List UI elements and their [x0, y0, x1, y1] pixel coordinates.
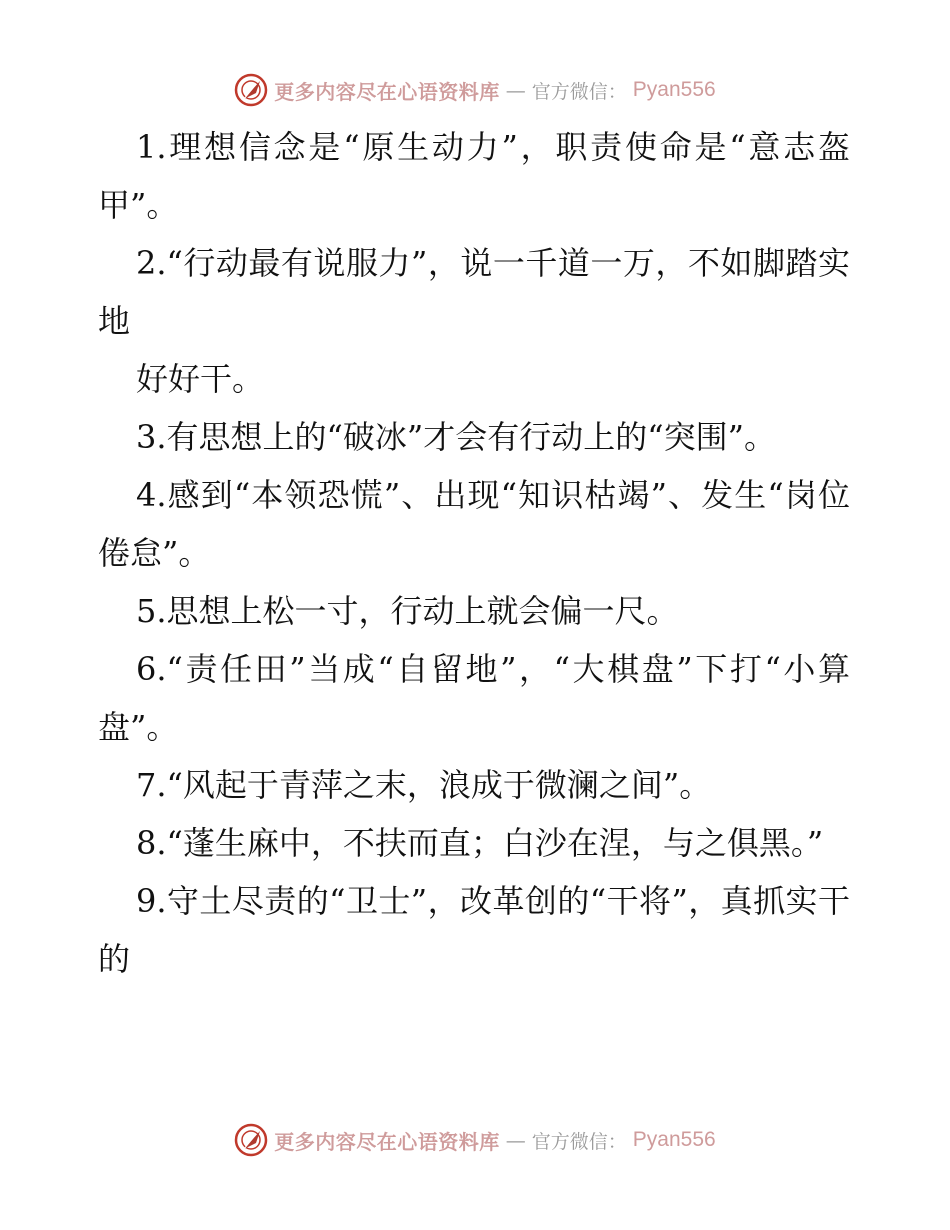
paragraph-4: 4.感到“本领恐慌”、出现“知识枯竭”、发生“岗位倦怠”。 — [98, 476, 850, 572]
paragraph-9: 9.守土尽责的“卫士”，改革创的“干将”，真抓实干的 — [98, 882, 850, 978]
watermark-account: Pyan556 — [632, 1128, 716, 1151]
paragraph-3: 3.有思想上的“破冰”才会有行动上的“突围”。 — [136, 418, 776, 456]
watermark-separator: — — [505, 78, 526, 102]
quill-logo-icon — [234, 1123, 268, 1157]
watermark-separator: — — [505, 1128, 526, 1152]
header-watermark — [0, 70, 950, 110]
paragraph-8: 8.“蓬生麻中，不扶而直；白沙在涅，与之俱黑。” — [136, 824, 824, 862]
paragraph-2: 2.“行动最有说服力”，说一千道一万，不如脚踏实地 — [98, 244, 850, 340]
watermark-label: 官方微信： — [531, 80, 627, 103]
paragraph-6: 6.“责任田”当成“自留地”，“大棋盘”下打“小算盘”。 — [98, 650, 850, 746]
watermark — [234, 73, 715, 107]
document-body — [98, 118, 850, 988]
footer-watermark — [0, 1120, 950, 1160]
watermark-label: 官方微信： — [531, 1130, 627, 1153]
paragraph-2-continuation: 好好干。 — [136, 360, 265, 398]
paragraph-5: 5.思想上松一寸，行动上就会偏一尺。 — [136, 592, 679, 630]
watermark-brand: 更多内容尽在心语资料库 — [274, 1129, 500, 1154]
watermark-brand: 更多内容尽在心语资料库 — [274, 79, 500, 104]
watermark-account: Pyan556 — [632, 78, 716, 101]
paragraph-1: 1.理想信念是“原生动力”，职责使命是“意志盔甲”。 — [98, 128, 850, 224]
quill-logo-icon — [234, 73, 268, 107]
paragraph-7: 7.“风起于青萍之末，浪成于微澜之间”。 — [136, 766, 712, 804]
watermark — [234, 1123, 715, 1157]
